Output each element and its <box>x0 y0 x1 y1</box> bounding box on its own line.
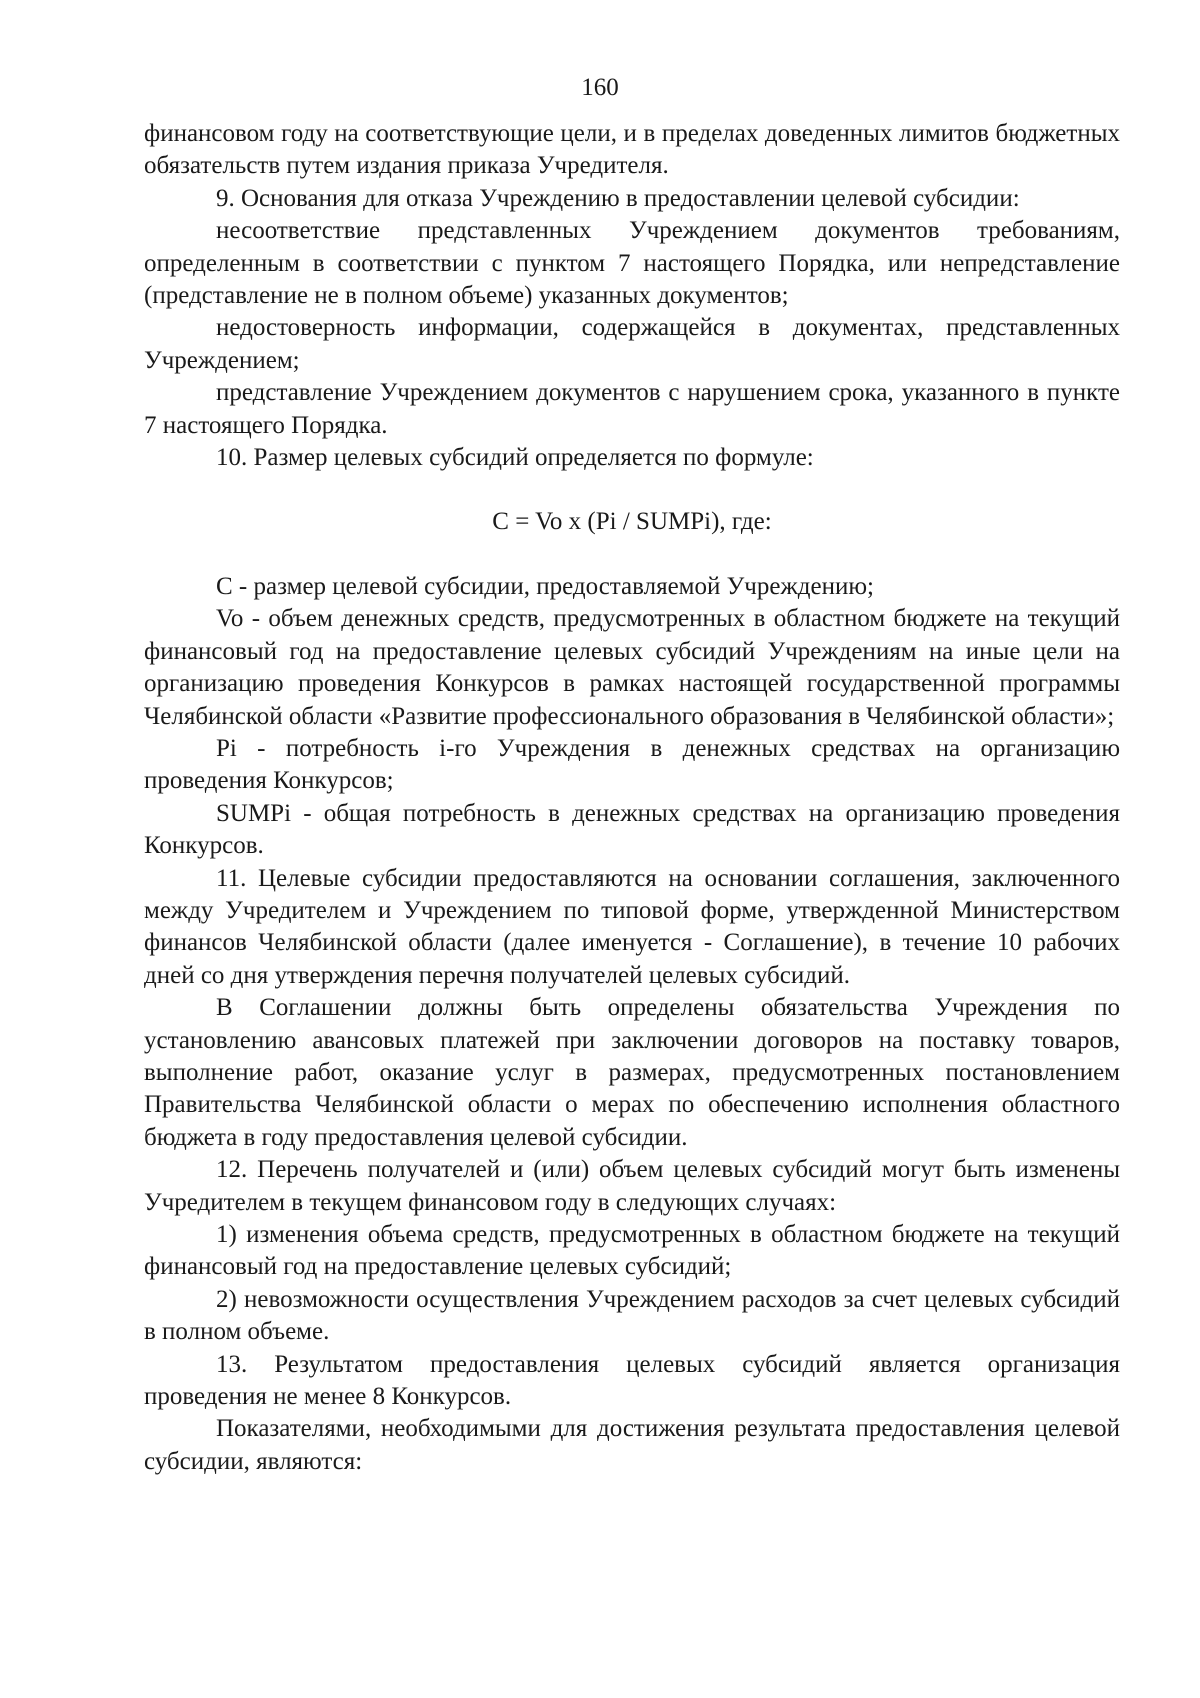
paragraph-item-11: 11. Целевые субсидии предоставляются на основании соглашения, заключенного между Учредителем и Учреждением по типовой форме, утвержденной Министерством финансов Челябинской области (далее именуется - Соглашение), в течение 10 рабочих дней со дня утверждения перечня получателей целевых субсидий. <box>144 864 1120 989</box>
paragraph-item-10: 10. Размер целевых субсидий определяется по формуле: <box>216 444 814 472</box>
paragraph-refusal-reason-2: недостоверность информации, содержащейся в документах, представленных Учреждением; <box>144 314 1120 374</box>
subsidy-formula: C = Vo x (Pi / SUMPi), где: <box>492 508 772 536</box>
page-number: 160 <box>581 74 619 101</box>
document-body <box>144 118 1120 1478</box>
paragraph-item-9: 9. Основания для отказа Учреждению в предоставлении целевой субсидии: <box>216 184 1020 212</box>
paragraph-item-13: 13. Результатом предоставления целевых субсидий является организация проведения не менее 8 Конкурсов. <box>144 1350 1120 1411</box>
formula-definition-sumpi: SUMPi - общая потребность в денежных средствах на организацию проведения Конкурсов. <box>144 799 1120 860</box>
paragraph-change-case-2: 2) невозможности осуществления Учреждением расходов за счет целевых субсидий в полном объеме. <box>144 1285 1120 1346</box>
paragraph-agreement-obligations: В Соглашении должны быть определены обязательства Учреждения по установлению авансовых платежей при заключении договоров на поставку товаров, выполнение работ, оказание услуг в размерах, предусмотренных постановлением Правительства Челябинской области о мерах по обеспечению исполнения областного бюджета в году предоставления целевой субсидии. <box>144 994 1120 1151</box>
formula-definition-pi: Pi - потребность i-го Учреждения в денежных средствах на организацию проведения Конкурсов; <box>144 734 1120 795</box>
paragraph-indicators: Показателями, необходимыми для достижения результата предоставления целевой субсидии, являются: <box>144 1415 1120 1475</box>
formula-definition-vo: Vo - объем денежных средств, предусмотренных в областном бюджете на текущий финансовый год на предоставление целевых субсидий Учреждениям на иные цели на организацию проведения Конкурсов в рамках настоящей государственной программы Челябинской области «Развитие профессионального образования в Челябинской области»; <box>144 605 1120 730</box>
formula-definition-c: C - размер целевой субсидии, предоставляемой Учреждению; <box>216 572 874 600</box>
paragraph-refusal-reason-1: несоответствие представленных Учреждением документов требованиям, определенным в соответствии с пунктом 7 настоящего Порядка, или непредставление (представление не в полном объеме) указанных документов; <box>144 217 1120 310</box>
paragraph-continuation: финансовом году на соответствующие цели, и в пределах доведенных лимитов бюджетных обязательств путем издания приказа Учредителя. <box>144 120 1120 180</box>
paragraph-item-12: 12. Перечень получателей и (или) объем целевых субсидий могут быть изменены Учредителем в текущем финансовом году в следующих случаях: <box>144 1156 1120 1216</box>
paragraph-refusal-reason-3: представление Учреждением документов с нарушением срока, указанного в пункте 7 настоящего Порядка. <box>144 379 1120 439</box>
paragraph-change-case-1: 1) изменения объема средств, предусмотренных в областном бюджете на текущий финансовый год на предоставление целевых субсидий; <box>144 1221 1120 1281</box>
